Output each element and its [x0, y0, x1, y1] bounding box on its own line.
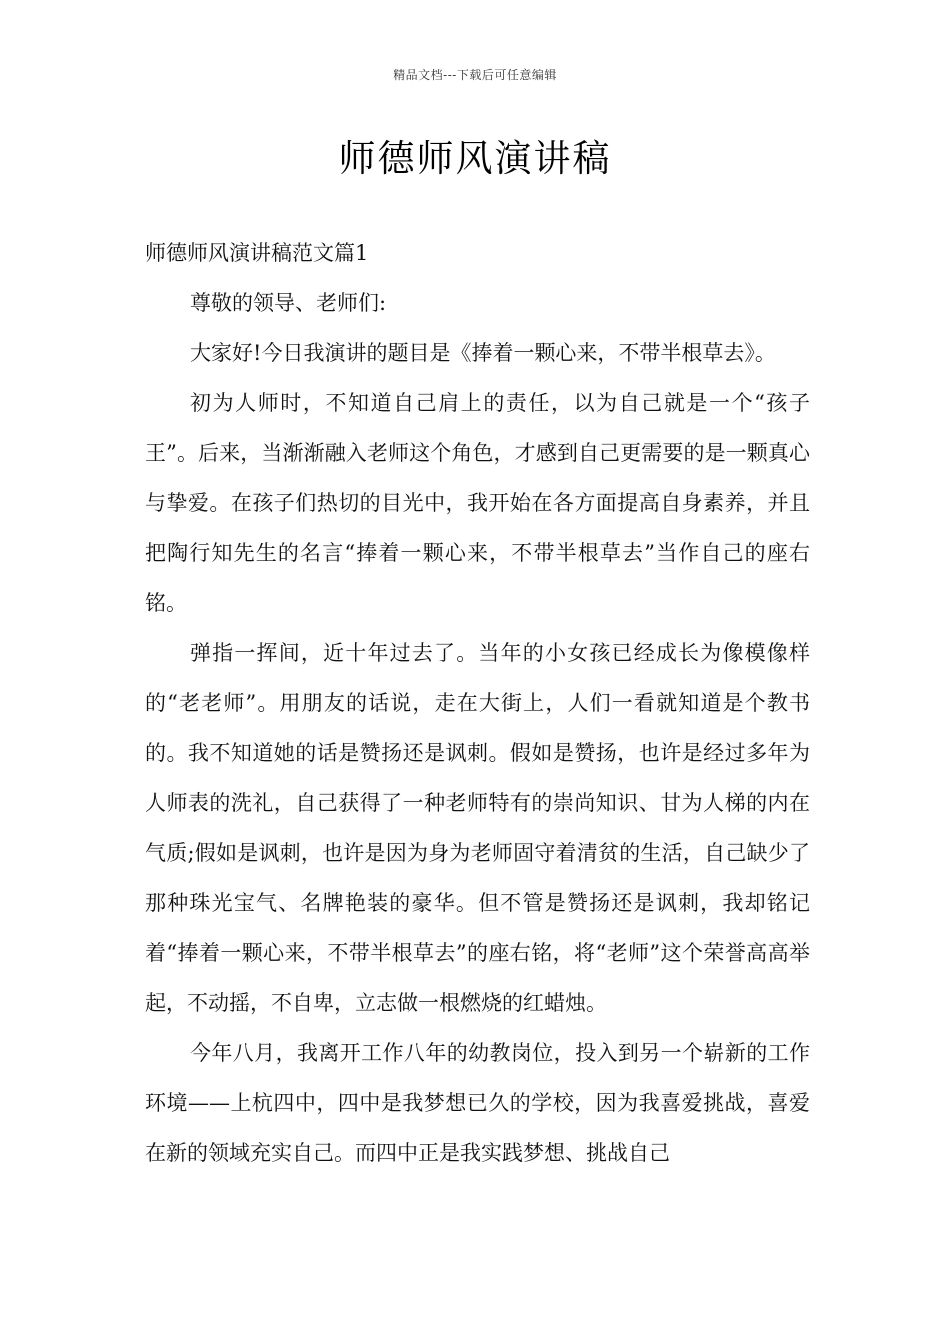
body-paragraph: 初为人师时，不知道自己肩上的责任，以为自己就是一个“孩子王”。后来，当渐渐融入老师这个角色，才感到自己更需要的是一颗真心与挚爱。在孩子们热切的目光中，我开始在各方面提高自身素养，并且把陶行知先生的名言“捧着一颗心来，不带半根草去”当作自己的座右铭。: [145, 391, 810, 615]
salutation-paragraph: 尊敬的领导、老师们:: [190, 291, 387, 315]
body-paragraph: 今年八月，我离开工作八年的幼教岗位，投入到另一个崭新的工作环境——上杭四中，四中是我梦想已久的学校，因为我喜爱挑战，喜爱在新的领域充实自己。而四中正是我实践梦想、挑战自己: [145, 1041, 810, 1165]
document-title: 师德师风演讲稿: [338, 137, 612, 180]
document-body: [145, 228, 810, 1178]
header-note: 精品文档---下载后可任意编辑: [393, 68, 557, 82]
body-paragraph: 弹指一挥间，近十年过去了。当年的小女孩已经成长为像模像样的“老老师”。用朋友的话说，走在大街上，人们一看就知道是个教书的。我不知道她的话是赞扬还是讽刺。假如是赞扬，也许是经过多年为人师表的洗礼，自己获得了一种老师特有的崇尚知识、甘为人梯的内在气质;假如是讽刺，也许是因为身为老师固守着清贫的生活，自己缺少了那种珠光宝气、名牌艳装的豪华。但不管是赞扬还是讽刺，我却铭记着“捧着一颗心来，不带半根草去”的座右铭，将“老师”这个荣誉高高举起，不动摇，不自卑，立志做一根燃烧的红蜡烛。: [145, 641, 810, 1015]
greeting-paragraph: 大家好!今日我演讲的题目是《捧着一颗心来，不带半根草去》。: [190, 341, 776, 365]
section-heading: 师德师风演讲稿范文篇1: [145, 241, 369, 265]
